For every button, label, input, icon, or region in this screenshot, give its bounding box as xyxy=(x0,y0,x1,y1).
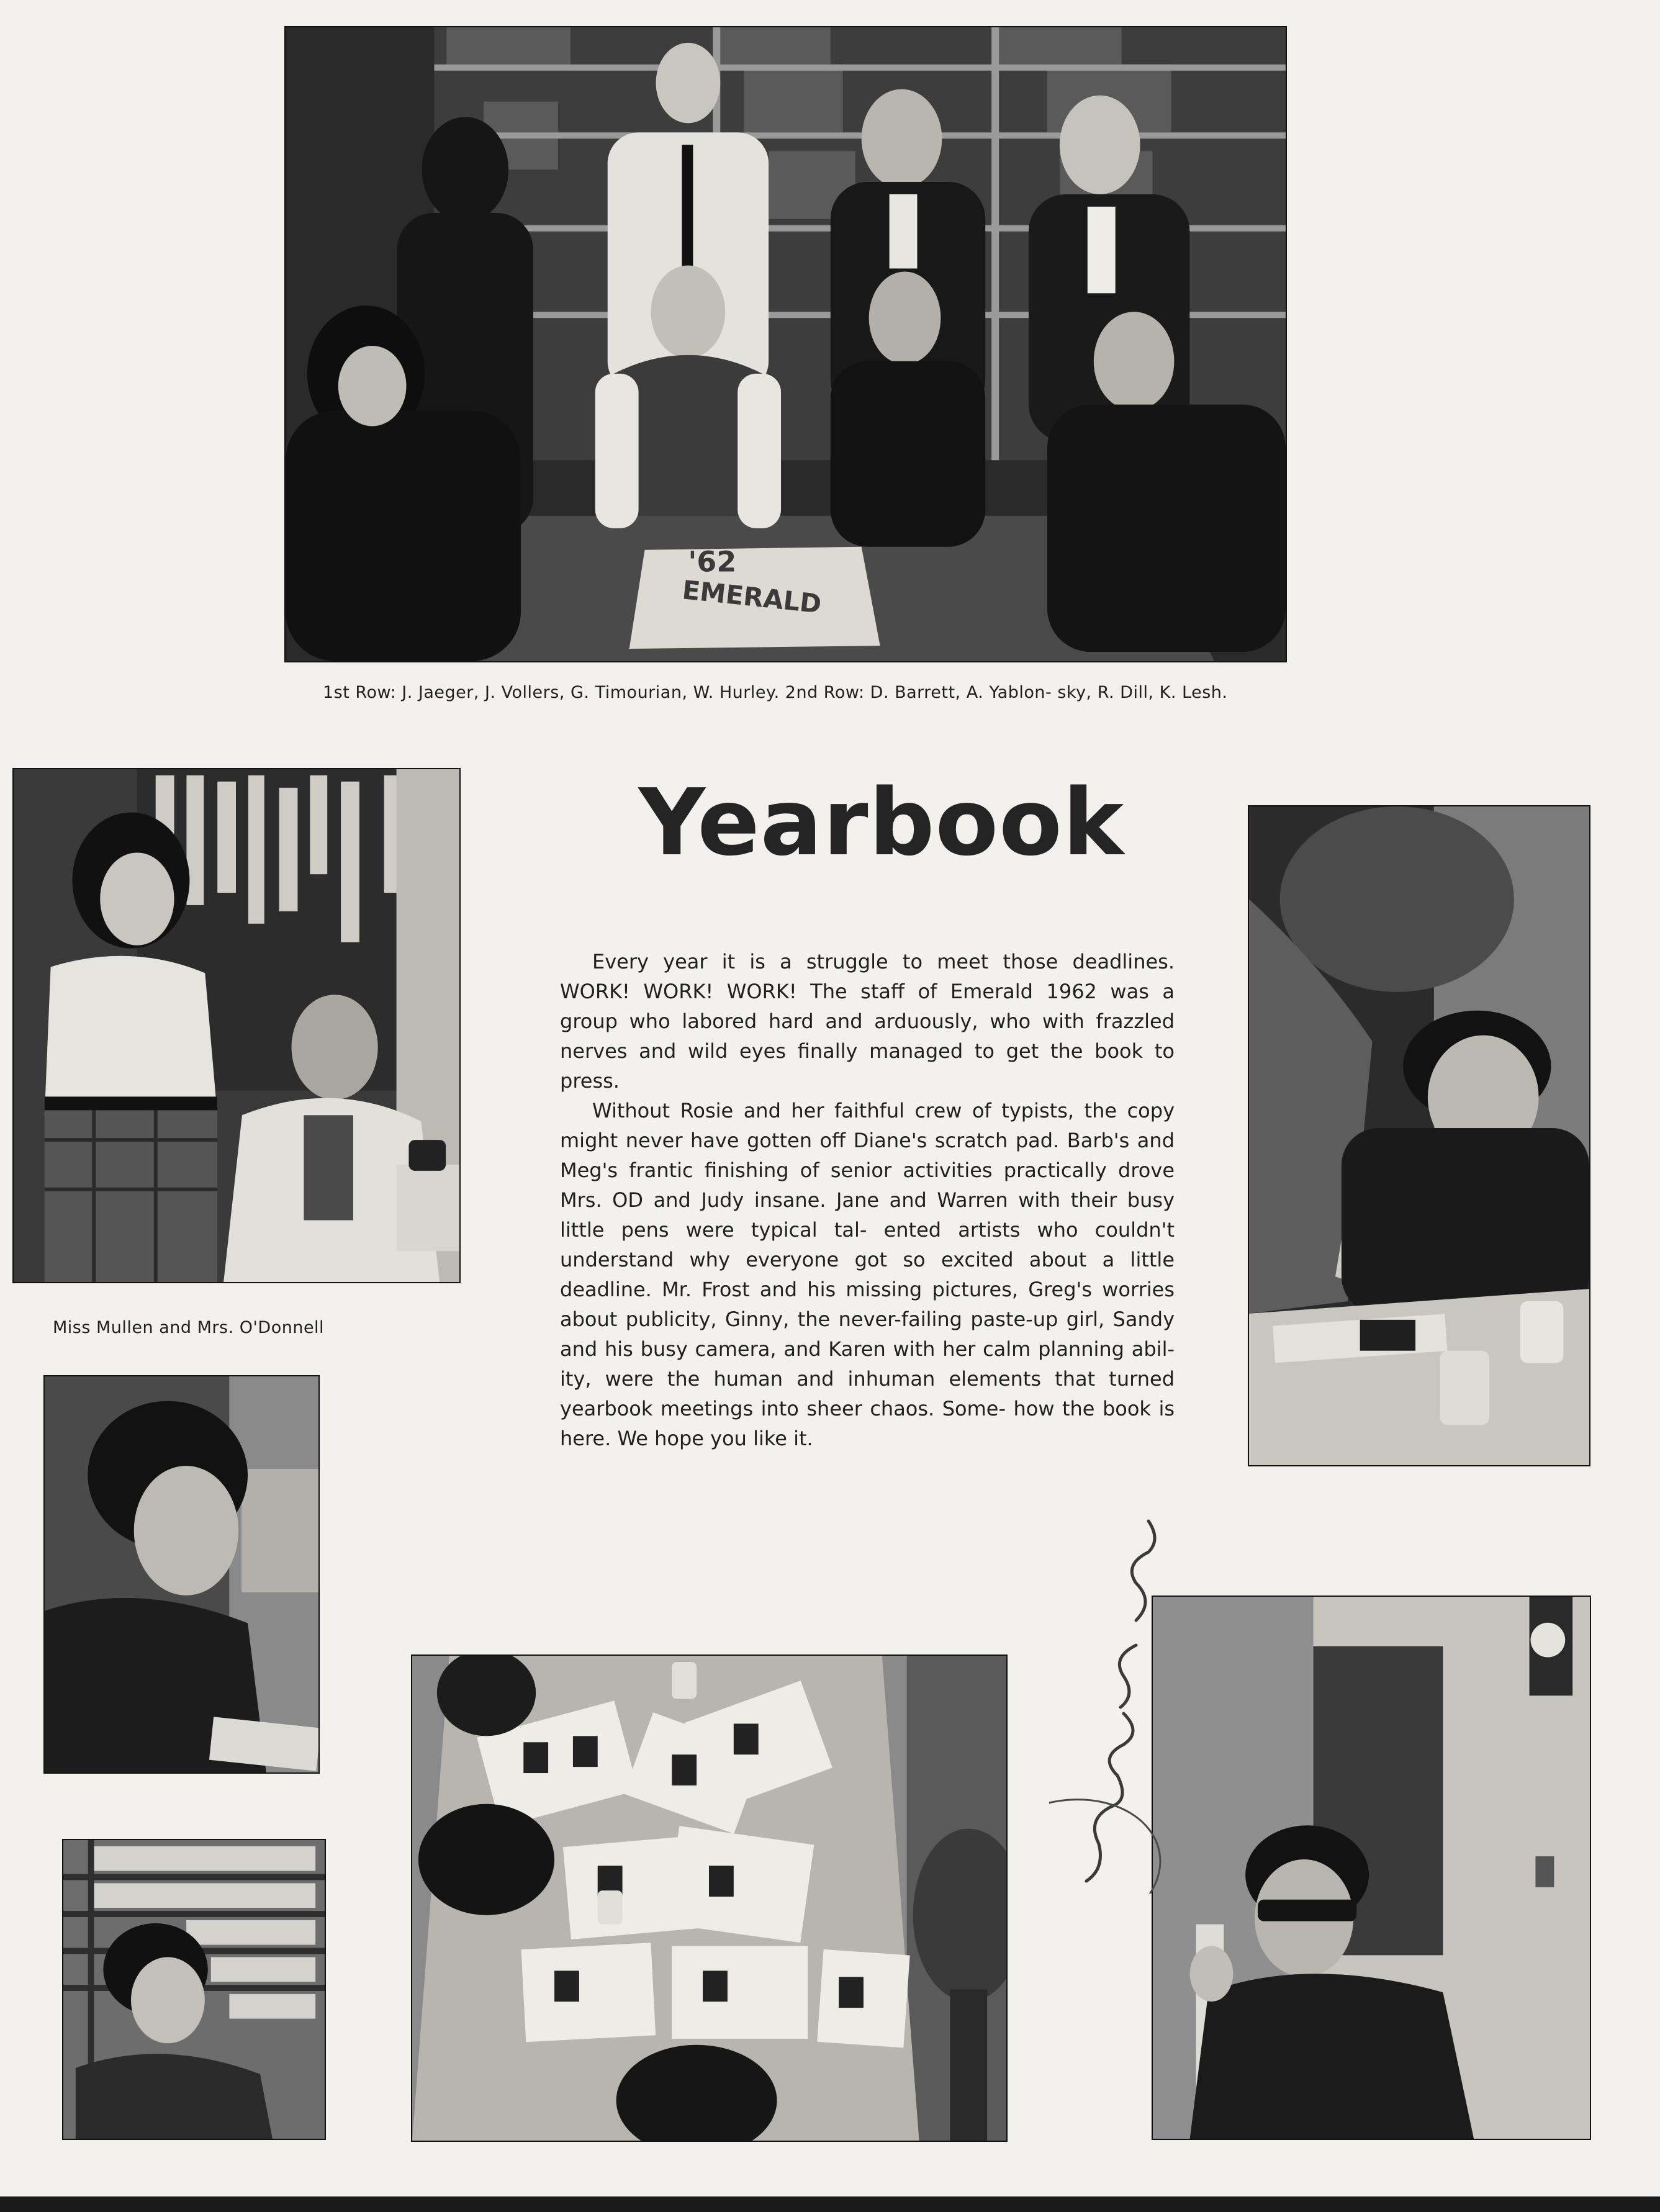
students-working-photo xyxy=(1248,805,1590,1466)
files-photo xyxy=(62,1839,326,2140)
poster-name: EMERALD xyxy=(680,574,823,620)
body-paragraph-1: Every year it is a struggle to meet those deadlines. WORK! WORK! WORK! The staff of Emerald 1962 was a group who labored hard and arduously, who with frazzled nerves and wild eyes finally managed to get the book to press. xyxy=(560,950,1175,1093)
article-body xyxy=(560,947,1175,1453)
advisors-photo-caption: Miss Mullen and Mrs. O'Donnell xyxy=(53,1318,325,1337)
poster-year: '62 xyxy=(688,544,737,579)
page-title: Yearbook xyxy=(638,769,1125,876)
student-reading-photo xyxy=(43,1375,320,1774)
handwritten-signature xyxy=(1049,1496,1186,1894)
darkroom-photo xyxy=(1152,1596,1591,2140)
group-photo xyxy=(284,26,1287,662)
body-paragraph-2: Without Rosie and her faithful crew of typists, the copy might never have gotten off Diane's scratch pad. Barb's and Meg's frantic finishing of senior activities practically drove Mrs. OD and Judy insane. Jane and Warren with their busy little pens were typical tal- ented artists who couldn't understand why everyone got so excited about a little deadline. Mr. Frost and his missing pictures, Greg's worries about publicity, Ginny, the never-failing paste-up girl, Sandy and his busy camera, and Karen with her calm planning abil- ity, were the human and inhuman elements that turned yearbook meetings into sheer chaos. Some- how the book is here. We hope you like it. xyxy=(560,1099,1175,1450)
advisors-photo xyxy=(12,768,461,1283)
pasteup-table-photo xyxy=(411,1654,1008,2142)
page-bottom-edge xyxy=(0,2196,1660,2212)
group-photo-caption: 1st Row: J. Jaeger, J. Vollers, G. Timourian, W. Hurley. 2nd Row: D. Barrett, A. Yablon- sky, R. Dill, K. Lesh. xyxy=(323,683,1228,702)
